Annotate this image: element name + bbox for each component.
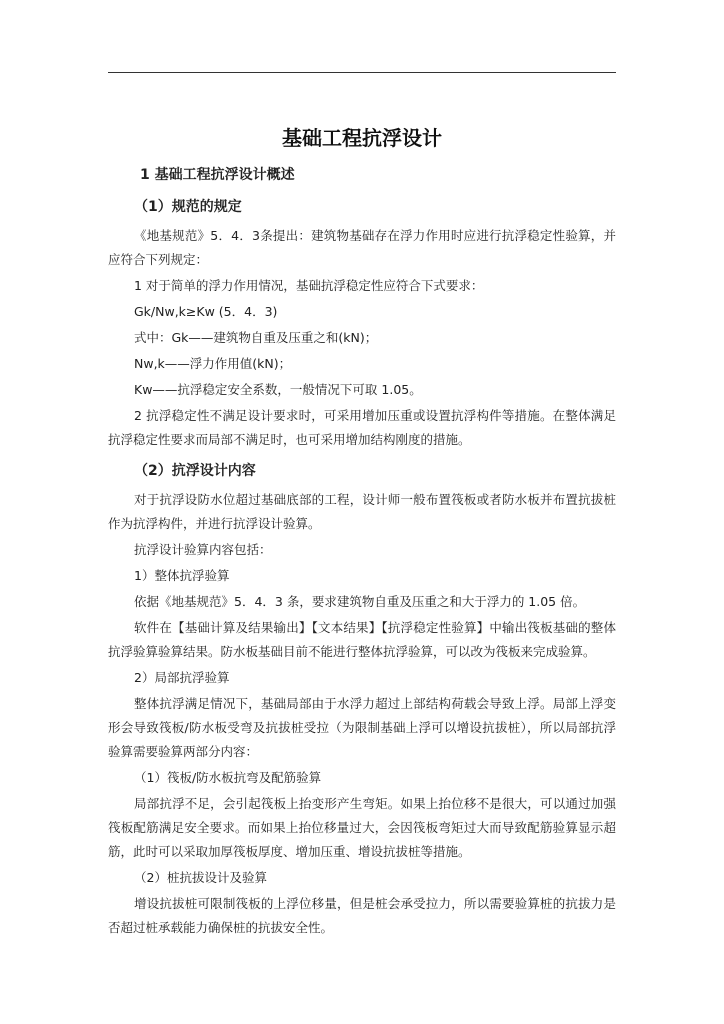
section-heading: 1 基础工程抗浮设计概述 (140, 167, 295, 183)
paragraph: 增设抗拔桩可限制筏板的上浮位移量，但是桩会承受拉力，所以需要验算桩的抗拔力是否超过桩承载能力确保桩的抗拔安全性。 (108, 896, 616, 935)
list-item: 1）整体抗浮验算 (134, 568, 230, 583)
paragraph: 整体抗浮满足情况下，基础局部由于水浮力超过上部结构荷载会导致上浮。局部上浮变形会导致筏板/防水板受弯及抗拔桩受拉（为限制基础上浮可以增设抗拔桩），所以局部抗浮验算需要验算两部分内容： (108, 696, 616, 759)
definition: Kw——抗浮稳定安全系数，一般情况下可取 1.05。 (134, 382, 422, 397)
list-item: 2）局部抗浮验算 (134, 670, 230, 685)
subsection-heading: （1）规范的规定 (134, 199, 242, 215)
paragraph: 依据《地基规范》5．4．3 条，要求建筑物自重及压重之和大于浮力的 1.05 倍。 (134, 594, 586, 609)
paragraph: 2 抗浮稳定性不满足设计要求时，可采用增加压重或设置抗浮构件等措施。在整体满足抗浮稳定性要求而局部不满足时，也可采用增加结构刚度的措施。 (108, 408, 616, 447)
header-rule (108, 72, 616, 73)
page-title: 基础工程抗浮设计 (282, 126, 442, 150)
paragraph: 抗浮设计验算内容包括： (134, 542, 272, 557)
definition: Nw,k——浮力作用值(kN)； (134, 356, 292, 371)
list-item: （1）筏板/防水板抗弯及配筋验算 (134, 770, 322, 785)
formula: Gk/Nw,k≥Kw (5．4．3) (134, 304, 278, 319)
subsection-heading: （2）抗浮设计内容 (134, 463, 256, 479)
paragraph: 局部抗浮不足，会引起筏板上抬变形产生弯矩。如果上抬位移不是很大，可以通过加强筏板配筋满足安全要求。而如果上抬位移量过大，会因筏板弯矩过大而导致配筋验算显示超筋，此时可以采取加厚筏板厚度、增加压重、增设抗拔桩等措施。 (108, 796, 616, 859)
paragraph: 软件在【基础计算及结果输出】【文本结果】【抗浮稳定性验算】中输出筏板基础的整体抗浮验算验算结果。防水板基础目前不能进行整体抗浮验算，可以改为筏板来完成验算。 (108, 620, 616, 659)
list-item: 1 对于简单的浮力作用情况，基础抗浮稳定性应符合下式要求： (134, 278, 484, 293)
paragraph: 对于抗浮设防水位超过基础底部的工程，设计师一般布置筏板或者防水板并布置抗拔桩作为抗浮构件，并进行抗浮设计验算。 (108, 492, 616, 531)
paragraph: 《地基规范》5．4．3条提出：建筑物基础存在浮力作用时应进行抗浮稳定性验算，并应符合下列规定： (108, 228, 616, 267)
definition: 式中：Gk——建筑物自重及压重之和(kN)； (134, 330, 378, 345)
list-item: （2）桩抗拔设计及验算 (134, 870, 267, 885)
